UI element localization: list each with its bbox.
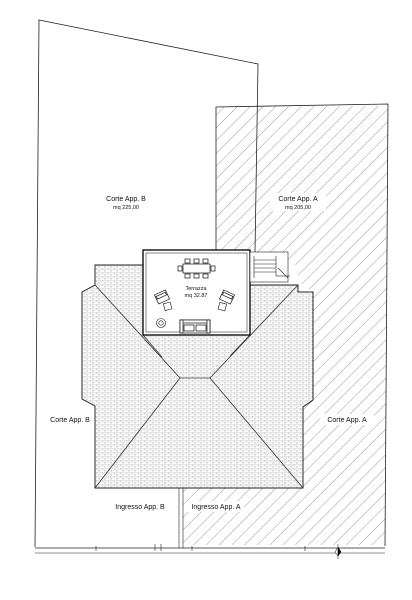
north-arrow-icon	[335, 544, 341, 559]
stair-icon	[250, 252, 290, 282]
ingresso-app-a-text: Ingresso App. A	[191, 504, 241, 511]
ingresso-app-a-label	[188, 501, 244, 512]
sofa-icon	[180, 320, 210, 333]
corte-app-b-label	[106, 196, 146, 211]
corte-app-b-side-label	[50, 417, 90, 424]
terrazza-name: Terrazza	[185, 286, 207, 292]
corte-app-b-side-text: Corte App. B	[50, 417, 90, 424]
ingresso-app-b-text: Ingresso App. B	[115, 504, 165, 511]
corte-app-a-name: Corte App. A	[278, 196, 318, 203]
boundary-markers	[96, 544, 305, 551]
corte-app-b-area: mq 225,00	[113, 205, 139, 211]
terrazza-label	[185, 286, 208, 299]
corte-app-a-label	[270, 193, 326, 211]
corte-app-a-area: mq 205,00	[285, 205, 311, 211]
corte-app-a-side-text: Corte App. A	[327, 417, 367, 424]
corte-app-b-name: Corte App. B	[106, 196, 146, 203]
terrazza-area: mq 32.87	[184, 293, 208, 299]
ingresso-app-b-label	[115, 504, 165, 511]
corte-app-a-side-label	[320, 414, 374, 425]
